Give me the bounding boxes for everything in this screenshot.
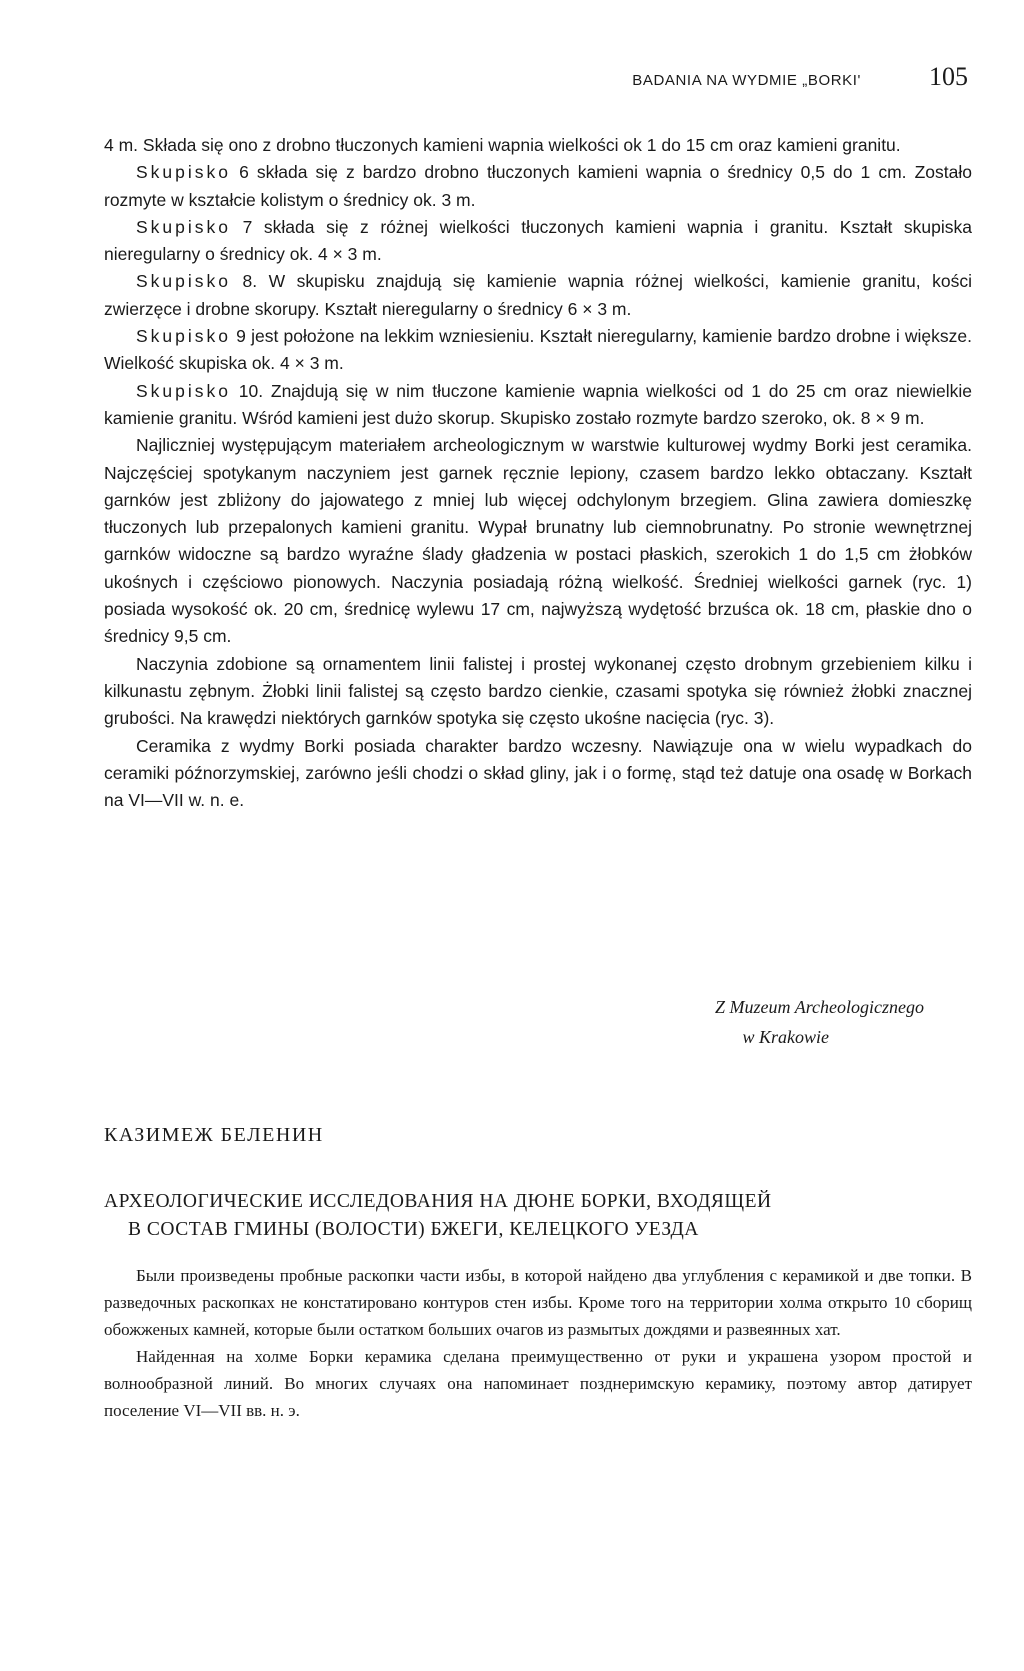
paragraph	[104, 159, 972, 214]
paragraph-text: 8. W skupisku znajdują się kamienie wapnia różnej wielkości, kamienie granitu, kości zwierzęce i drobne skorupy. Kształt nieregularny o średnicy 6 × 3 m.	[104, 271, 972, 319]
paragraph: Найденная на холме Борки керамика сделана преимущественно от руки и украшена узором простой и волнообразной линий. Во многих случаях она напоминает позднеримскую керамику, поэтому автор датирует поселение VI—VII вв. н. э.	[104, 1347, 972, 1420]
running-head: BADANIA NA WYDMIE „BORKI'	[632, 72, 861, 89]
title-line: АРХЕОЛОГИЧЕСКИЕ ИССЛЕДОВАНИЯ НА ДЮНЕ БОРКИ, ВХОДЯЩЕЙ	[104, 1191, 772, 1212]
paragraph	[104, 323, 972, 378]
affiliation-signature	[104, 992, 924, 1052]
spaced-term: Skupisko	[136, 380, 232, 401]
russian-author: КАЗИМЕЖ БЕЛЕНИН	[104, 1124, 324, 1146]
paragraph: Ceramika z wydmy Borki posiada charakter bardzo wczesny. Nawiązuje ona w wielu wypadkach do ceramiki późnorzymskiej, zarówno jeśli chodzi o skład gliny, jak i o formę, stąd też datuje ona osadę w Borkach na VI—VII w. n. e.	[104, 735, 972, 811]
paragraph-text: 7 składa się z różnej wielkości tłuczonych kamieni wapnia i granitu. Kształt skupiska nieregularny o średnicy ok. 4 × 3 m.	[104, 216, 972, 265]
paragraph: Были произведены пробные раскопки части избы, в которой найдено два углубления с керамикой и две топки. В разведочных раскопках не констатировано контуров стен избы. Кроме того на территории холма открыто 10 сборищ обожженых камней, которые были остатком больших очагов из размытых дождями и развеянных хат.	[104, 1266, 972, 1339]
russian-summary	[104, 1262, 972, 1424]
paragraph	[104, 214, 972, 269]
page-header	[104, 62, 968, 92]
title-line: В СОСТАВ ГМИНЫ (ВОЛОСТИ) БЖЕГИ, КЕЛЕЦКОГО УЕЗДА	[128, 1219, 699, 1240]
affiliation-line: w Krakowie	[742, 1027, 829, 1047]
spaced-term: Skupisko	[136, 216, 232, 237]
paragraph-text: 6 składa się z bardzo drobno tłuczonych kamieni wapnia o średnicy 0,5 do 1 cm. Zostało rozmyte w kształcie kolistym o średnicy ok. 3 m.	[104, 162, 972, 210]
paragraph	[104, 378, 972, 433]
russian-title	[104, 1188, 972, 1244]
spaced-term: Skupisko	[136, 326, 232, 347]
paragraph	[104, 268, 972, 323]
spaced-term: Skupisko	[136, 271, 232, 292]
paragraph: 4 m. Składa się ono z drobno tłuczonych kamieni wapnia wielkości ok 1 do 15 cm oraz kamieni granitu.	[104, 135, 901, 155]
affiliation-line: Z Muzeum Archeologicznego	[715, 997, 924, 1017]
paragraph: Najliczniej występującym materiałem archeologicznym w warstwie kulturowej wydmy Borki jest ceramika. Najczęściej spotykanym naczyniem jest garnek ręcznie lepiony, czasem bardzo lekko obtaczany. Kształt garnków jest zbliżony do jajowatego z mniej lub więcej odchylonym brzegiem. Glina zawiera domieszkę tłuczonych lub przepalonych kamieni granitu. Wypał brunatny lub ciemnobrunatny. Po stronie wewnętrznej garnków widoczne są bardzo wyraźne ślady gładzenia w postaci płaskich, szerokich 1 do 1,5 cm żłobków ukośnych i częściowo pionowych. Naczynia posiadają różną wielkość. Średniej wielkości garnek (ryc. 1) posiada wysokość ok. 20 cm, średnicę wylewu 17 cm, najwyższą wydętość brzuśca ok. 18 cm, płaskie dno o średnicy 9,5 cm.	[104, 435, 972, 647]
spaced-term: Skupisko	[136, 162, 232, 183]
paragraph: Naczynia zdobione są ornamentem linii falistej i prostej wykonanej często drobnym grzebieniem kilku i kilkunastu zębnym. Żłobki linii falistej są często bardzo cienkie, czasami spotyka się również żłobki znacznej grubości. Na krawędzi niektórych garnków spotyka się często ukośne nacięcia (ryc. 3).	[104, 653, 972, 729]
page-number: 105	[929, 62, 968, 91]
paragraph-text: 9 jest położone na lekkim wzniesieniu. Kształt nieregularny, kamienie bardzo drobne i większe. Wielkość skupiska ok. 4 × 3 m.	[104, 326, 972, 374]
polish-text	[104, 132, 972, 814]
paragraph-text: 10. Znajdują się w nim tłuczone kamienie wapnia wielkości od 1 do 25 cm oraz niewielkie kamienie granitu. Wśród kamieni jest dużo skorup. Skupisko zostało rozmyte bardzo szeroko, ok. 8 × 9 m.	[104, 380, 972, 428]
